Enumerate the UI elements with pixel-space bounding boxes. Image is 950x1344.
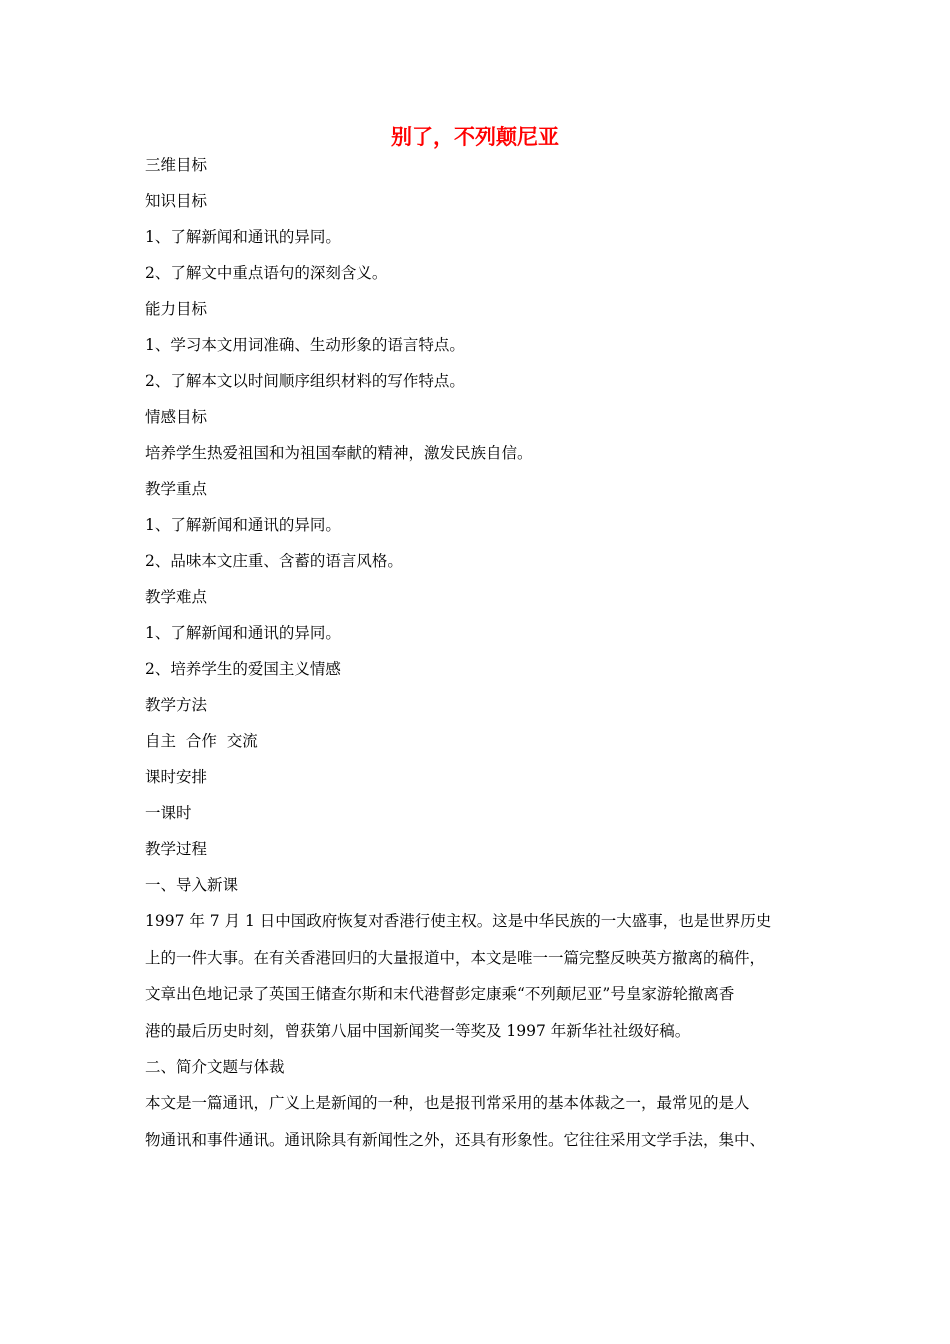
- emotion-goal-text: 培养学生热爱祖国和为祖国奉献的精神，激发民族自信。: [145, 444, 533, 462]
- heading-teaching-difficulty: 教学难点: [145, 588, 208, 606]
- teaching-focus-item: 1、了解新闻和通讯的异同。: [145, 516, 341, 534]
- heading-knowledge-goals: 知识目标: [145, 192, 208, 210]
- intro-paragraph: [145, 907, 810, 1053]
- teaching-method-text: 自主 合作 交流: [145, 732, 258, 750]
- genre-paragraph: [145, 1089, 810, 1162]
- teaching-focus-item: 2、品味本文庄重、含蓄的语言风格。: [145, 552, 403, 570]
- paragraph-line: 文章出色地记录了英国王储查尔斯和末代港督彭定康乘“不列颠尼亚”号皇家游轮撤离香: [145, 985, 735, 1003]
- heading-teaching-process: 教学过程: [145, 840, 208, 858]
- section-one-heading: 一、导入新课: [145, 876, 239, 894]
- heading-three-dimensional-goals: 三维目标: [145, 156, 208, 174]
- teaching-difficulty-item: 1、了解新闻和通讯的异同。: [145, 624, 341, 642]
- heading-class-arrangement: 课时安排: [145, 768, 208, 786]
- paragraph-line: 物通讯和事件通讯。通讯除具有新闻性之外，还具有形象性。它往往采用文学手法，集中、: [145, 1130, 766, 1149]
- paragraph-line: 上的一件大事。在有关香港回归的大量报道中，本文是唯一一篇完整反映英方撤离的稿件，: [145, 948, 766, 967]
- class-arrangement-text: 一课时: [145, 804, 192, 822]
- knowledge-goal-item: 1、了解新闻和通讯的异同。: [145, 228, 341, 246]
- paragraph-line: 港的最后历史时刻，曾获第八届中国新闻奖一等奖及 1997 年新华社社级好稿。: [145, 1021, 691, 1040]
- ability-goal-item: 1、学习本文用词准确、生动形象的语言特点。: [145, 336, 465, 354]
- heading-teaching-focus: 教学重点: [145, 480, 208, 498]
- document-title: 别了，不列颠尼亚: [391, 125, 559, 149]
- document-body: [145, 151, 810, 1162]
- knowledge-goal-item: 2、了解文中重点语句的深刻含义。: [145, 264, 388, 282]
- teaching-difficulty-item: 2、培养学生的爱国主义情感: [145, 660, 341, 678]
- heading-teaching-method: 教学方法: [145, 696, 208, 714]
- section-two-heading: 二、简介文题与体裁: [145, 1058, 285, 1076]
- heading-emotion-goals: 情感目标: [145, 408, 208, 426]
- heading-ability-goals: 能力目标: [145, 300, 208, 318]
- paragraph-line: 本文是一篇通讯，广义上是新闻的一种，也是报刊常采用的基本体裁之一，最常见的是人: [145, 1094, 750, 1112]
- ability-goal-item: 2、了解本文以时间顺序组织材料的写作特点。: [145, 372, 465, 390]
- paragraph-line: 1997 年 7 月 1 日中国政府恢复对香港行使主权。这是中华民族的一大盛事，也是世界历史: [145, 912, 772, 930]
